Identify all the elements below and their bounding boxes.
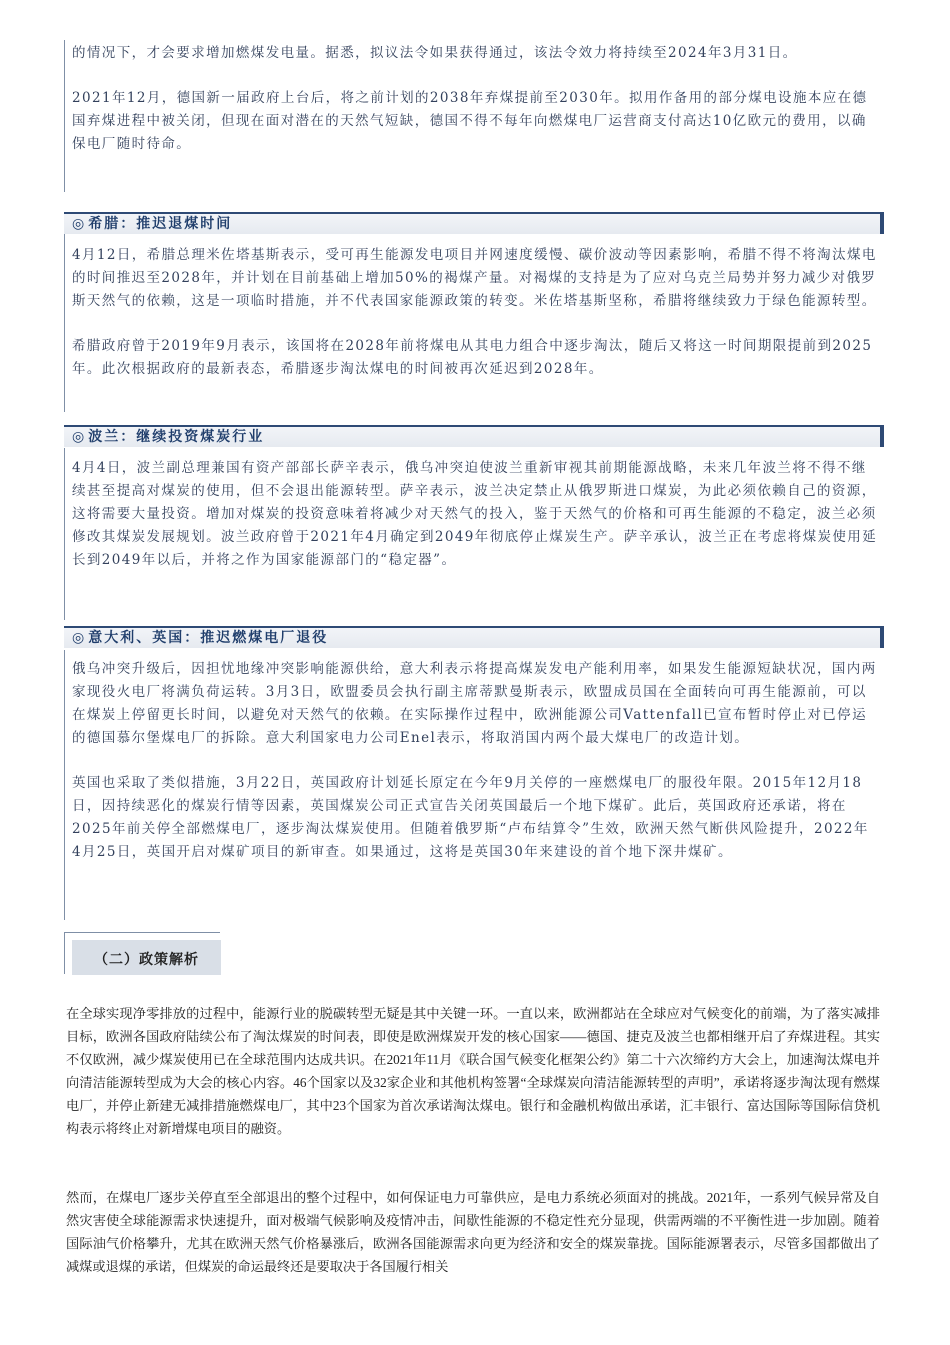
poland-heading [64, 425, 884, 447]
greece-section [64, 244, 884, 381]
policy-analysis-title: （二）政策解析 [94, 952, 199, 968]
germany-paragraph-2: 2021年12月，德国新一届政府上台后，将之前计划的2038年弃煤提前至2030年。拟用作备用的部分煤电设施本应在德国弃煤进程中被关闭，但现在面对潜在的天然气短缺，德国不得不每年向燃煤电厂运营商支付高达10亿欧元的费用，以确保电厂随时待命。 [72, 90, 868, 152]
italy-uk-paragraph-2: 英国也采取了类似措施，3月22日，英国政府计划延长原定在今年9月关停的一座燃煤电厂的服役年限。2015年12月18日，因持续恶化的煤炭行情等因素，英国煤炭公司正式宣告关闭英国最后一个地下煤矿。此后，英国政府还承诺，将在2025年前关停全部燃煤电厂，逐步淘汰煤炭使用。但随着俄罗斯“卢布结算令”生效，欧洲天然气断供风险提升，2022年4月25日，英国开启对煤矿项目的新审查。如果通过，这将是英国30年来建设的首个地下深井煤矿。 [72, 775, 869, 860]
poland-paragraph-1: 4月4日，波兰副总理兼国有资产部部长萨辛表示，俄乌冲突迫使波兰重新审视其前期能源战略，未来几年波兰将不得不继续甚至提高对煤炭的使用，但不会退出能源转型。萨辛表示，波兰决定禁止从俄罗斯进口煤炭，为此必须依赖自己的资源，这将需要大量投资。增加对煤炭的投资意味着将减少对天然气的投入，鉴于天然气的价格和可再生能源的不稳定，波兰必须修改其煤炭发展规划。波兰政府曾于2021年4月确定到2049年彻底停止煤炭生产。萨辛承认，波兰正在考虑将煤炭使用延长到2049年以后，并将之作为国家能源部门的“稳定器”。 [72, 460, 878, 568]
bullet-icon: ◎ [72, 630, 87, 646]
poland-section [64, 457, 884, 572]
poland-heading-text: 波兰：继续投资煤炭行业 [88, 429, 265, 445]
italy-uk-paragraph-1: 俄乌冲突升级后，因担忧地缘冲突影响能源供给，意大利表示将提高煤炭发电产能利用率，如果发生能源短缺状况，国内两家现役火电厂将满负荷运转。3月3日，欧盟委员会执行副主席蒂默曼斯表示，欧盟成员国在全面转向可再生能源前，可以在煤炭上停留更长时间，以避免对天然气的依赖。在实际操作过程中，欧洲能源公司Vattenfall已宣布暂时停止对已停运的德国慕尔堡煤电厂的拆除。意大利国家电力公司Enel表示，将取消国内两个最大煤电厂的改造计划。 [72, 661, 877, 746]
policy-analysis-title-box [64, 932, 220, 974]
greece-paragraph-1: 4月12日，希腊总理米佐塔基斯表示，受可再生能源发电项目并网速度缓慢、碳价波动等因素影响，希腊不得不将淘汰煤电的时间推迟至2028年，并计划在目前基础上增加50%的褐煤产量。对褐煤的支持是为了应对乌克兰局势并努力减少对俄罗斯天然气的依赖，这是一项临时措施，并不代表国家能源政策的转变。米佐塔基斯坚称，希腊将继续致力于绿色能源转型。 [72, 247, 877, 309]
italy-uk-heading-text: 意大利、英国：推迟燃煤电厂退役 [88, 630, 329, 646]
bullet-icon: ◎ [72, 429, 87, 445]
greece-paragraph-2: 希腊政府曾于2019年9月表示，该国将在2028年前将煤电从其电力组合中逐步淘汰，随后又将这一时间期限提前到2025年。此次根据政府的最新表态，希腊逐步淘汰煤电的时间被再次延迟到2028年。 [72, 338, 873, 377]
policy-analysis-paragraph-2: 然而，在煤电厂逐步关停直至全部退出的整个过程中，如何保证电力可靠供应，是电力系统必须面对的挑战。2021年，一系列气候异常及自然灾害使全球能源需求快速提升，面对极端气候影响及疫情冲击，间歇性能源的不稳定性充分显现，供需两端的不平衡性进一步加剧。随着国际油气价格攀升，尤其在欧洲天然气价格暴涨后，欧洲各国能源需求向更为经济和安全的煤炭靠拢。国际能源署表示，尽管多国都做出了减煤或退煤的承诺，但煤炭的命运最终还是要取决于各国履行相关 [66, 1190, 880, 1274]
bullet-icon: ◎ [72, 216, 87, 232]
greece-heading [64, 212, 884, 234]
policy-analysis-title-background [72, 940, 221, 975]
germany-section [64, 42, 884, 156]
policy-analysis-paragraph-1: 在全球实现净零排放的过程中，能源行业的脱碳转型无疑是其中关键一环。一直以来，欧洲都站在全球应对气候变化的前端，为了落实减排目标，欧洲各国政府陆续公布了淘汰煤炭的时间表，即使是欧洲煤炭开发的核心国家——德国、捷克及波兰也都相继开启了弃煤进程。其实不仅欧洲，减少煤炭使用已在全球范围内达成共识。在2021年11月《联合国气候变化框架公约》第二十六次缔约方大会上，加速淘汰煤电并向清洁能源转型成为大会的核心内容。46个国家以及32家企业和其他机构签署“全球煤炭向清洁能源转型的声明”，承诺将逐步淘汰现有燃煤电厂，并停止新建无减排措施燃煤电厂，其中23个国家为首次承诺淘汰煤电。银行和金融机构做出承诺，汇丰银行、富达国际等国际信贷机构表示将终止对新增煤电项目的融资。 [66, 1006, 880, 1136]
greece-heading-text: 希腊：推迟退煤时间 [88, 216, 233, 232]
germany-paragraph-1: 的情况下，才会要求增加燃煤发电量。据悉，拟议法令如果获得通过，该法令效力将持续至2024年3月31日。 [72, 45, 798, 61]
italy-uk-heading [64, 626, 884, 648]
italy-uk-section [64, 658, 884, 864]
